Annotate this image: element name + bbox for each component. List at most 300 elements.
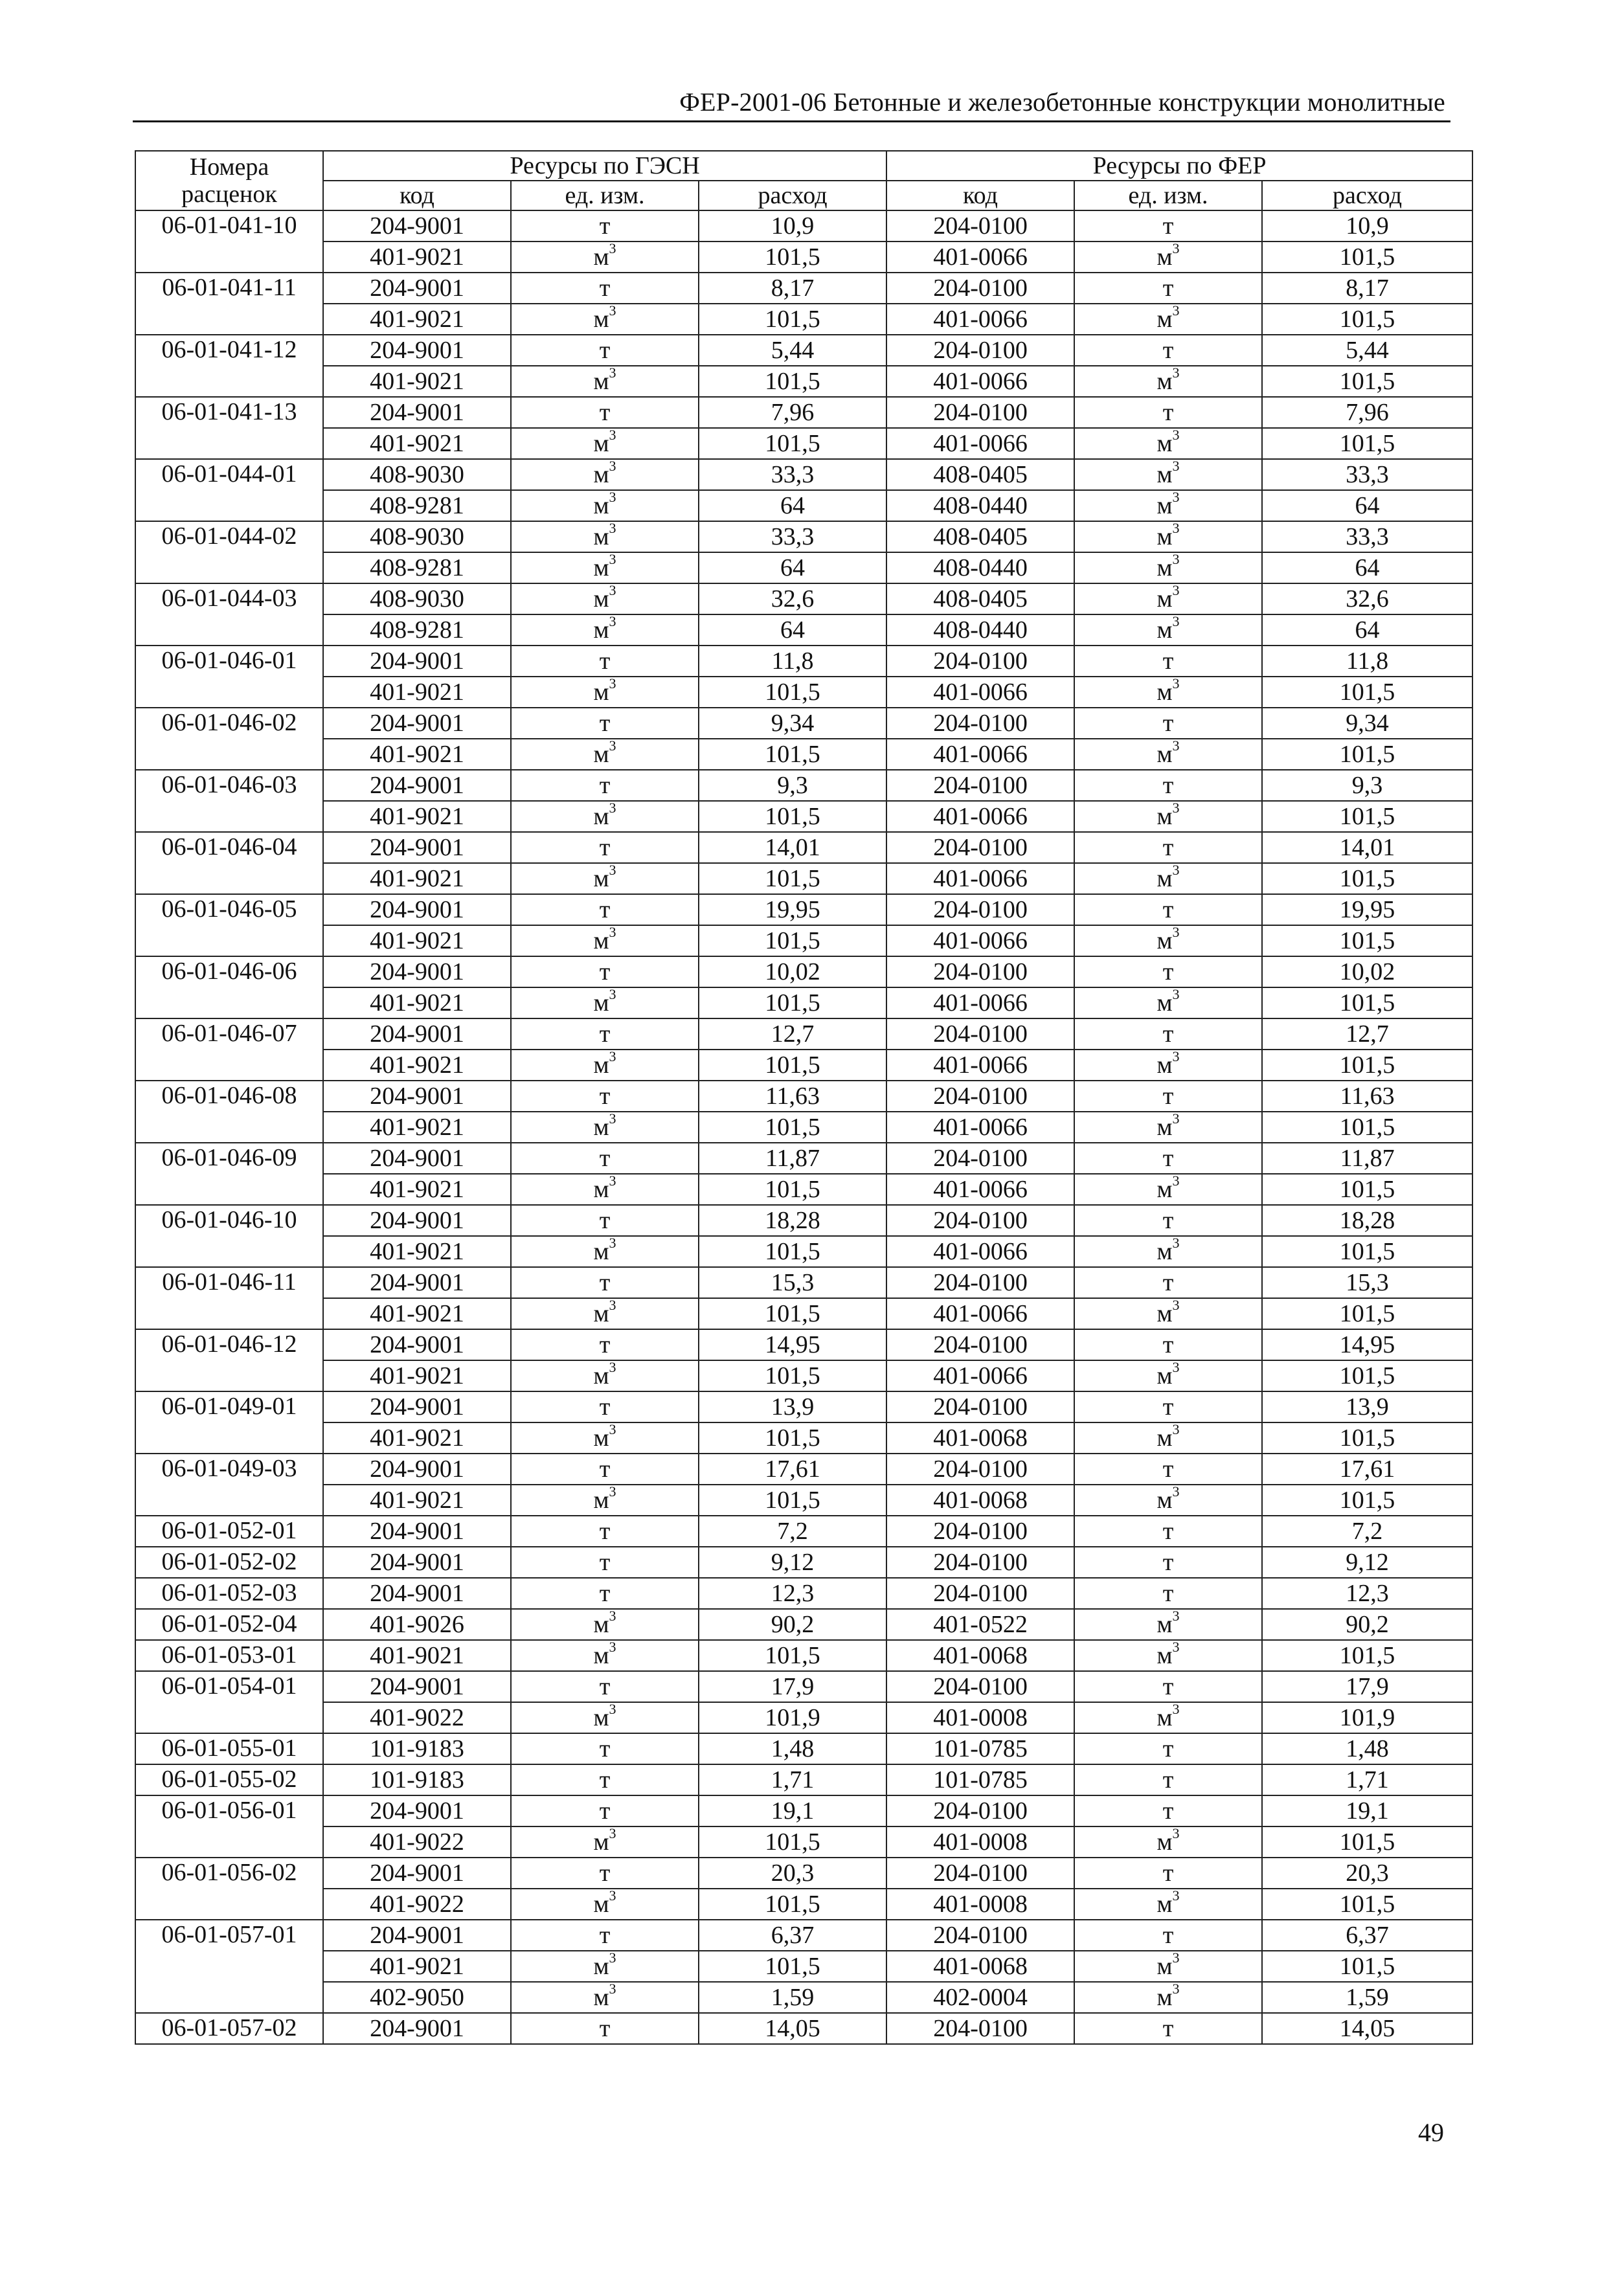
- table-row: [135, 583, 1472, 614]
- gesn-code-cell: 401-9021: [323, 428, 511, 459]
- rate-number-cell: 06-01-041-12: [135, 335, 323, 397]
- fer-code-cell: 401-0008: [886, 1826, 1074, 1858]
- gesn-unit-cell: $м^3$: [511, 677, 699, 708]
- table-row: [135, 242, 1472, 273]
- subheader-gesn-qty: расход: [699, 181, 886, 210]
- gesn-qty-cell: 101,5: [699, 1360, 886, 1391]
- gesn-qty-cell: 101,5: [699, 1236, 886, 1267]
- page-header: [133, 84, 1450, 122]
- table-row: [135, 1112, 1472, 1143]
- rate-number-cell: 06-01-041-11: [135, 273, 323, 335]
- gesn-qty-cell: 32,6: [699, 583, 886, 614]
- gesn-unit-cell: т: [511, 1267, 699, 1298]
- gesn-code-cell: 401-9021: [323, 1236, 511, 1267]
- gesn-code-cell: 204-9001: [323, 1329, 511, 1360]
- gesn-unit-cell: $м^3$: [511, 1112, 699, 1143]
- fer-code-cell: 401-0066: [886, 1360, 1074, 1391]
- fer-code-cell: 204-0100: [886, 210, 1074, 242]
- table-row: [135, 1795, 1472, 1826]
- gesn-code-cell: 408-9030: [323, 459, 511, 490]
- gesn-code-cell: 204-9001: [323, 335, 511, 366]
- rate-number-cell: 06-01-057-01: [135, 1920, 323, 2013]
- fer-qty-cell: 12,7: [1262, 1018, 1472, 1050]
- rate-number-cell: 06-01-046-11: [135, 1267, 323, 1329]
- gesn-unit-cell: т: [511, 1795, 699, 1826]
- gesn-unit-cell: $м^3$: [511, 242, 699, 273]
- fer-qty-cell: 10,02: [1262, 956, 1472, 987]
- fer-unit-cell: т: [1074, 956, 1262, 987]
- fer-unit-cell: $м^3$: [1074, 428, 1262, 459]
- fer-code-cell: 204-0100: [886, 956, 1074, 987]
- fer-qty-cell: 14,05: [1262, 2013, 1472, 2044]
- fer-code-cell: 408-0405: [886, 583, 1074, 614]
- gesn-code-cell: 204-9001: [323, 210, 511, 242]
- fer-qty-cell: 17,9: [1262, 1671, 1472, 1702]
- fer-qty-cell: 9,3: [1262, 770, 1472, 801]
- gesn-qty-cell: 33,3: [699, 521, 886, 552]
- fer-code-cell: 204-0100: [886, 1920, 1074, 1951]
- table-row: [135, 1485, 1472, 1516]
- fer-code-cell: 204-0100: [886, 1018, 1074, 1050]
- gesn-code-cell: 401-9021: [323, 925, 511, 956]
- fer-unit-cell: $м^3$: [1074, 1609, 1262, 1640]
- fer-qty-cell: 5,44: [1262, 335, 1472, 366]
- fer-code-cell: 408-0440: [886, 614, 1074, 646]
- gesn-code-cell: 204-9001: [323, 1081, 511, 1112]
- table-row: [135, 770, 1472, 801]
- fer-qty-cell: 20,3: [1262, 1858, 1472, 1889]
- fer-code-cell: 401-0068: [886, 1640, 1074, 1671]
- fer-code-cell: 204-0100: [886, 1454, 1074, 1485]
- gesn-code-cell: 401-9021: [323, 1951, 511, 1982]
- fer-unit-cell: т: [1074, 1733, 1262, 1764]
- gesn-code-cell: 204-9001: [323, 894, 511, 925]
- gesn-qty-cell: 17,9: [699, 1671, 886, 1702]
- gesn-qty-cell: 101,5: [699, 1422, 886, 1454]
- fer-unit-cell: т: [1074, 1516, 1262, 1547]
- table-row: [135, 801, 1472, 832]
- fer-qty-cell: 33,3: [1262, 459, 1472, 490]
- fer-qty-cell: 17,61: [1262, 1454, 1472, 1485]
- gesn-unit-cell: т: [511, 894, 699, 925]
- fer-unit-cell: т: [1074, 1547, 1262, 1578]
- fer-qty-cell: 101,5: [1262, 1889, 1472, 1920]
- fer-qty-cell: 1,48: [1262, 1733, 1472, 1764]
- gesn-qty-cell: 33,3: [699, 459, 886, 490]
- gesn-qty-cell: 11,87: [699, 1143, 886, 1174]
- table-row: [135, 956, 1472, 987]
- gesn-code-cell: 204-9001: [323, 708, 511, 739]
- gesn-unit-cell: $м^3$: [511, 366, 699, 397]
- fer-qty-cell: 6,37: [1262, 1920, 1472, 1951]
- gesn-code-cell: 204-9001: [323, 646, 511, 677]
- fer-code-cell: 401-0066: [886, 863, 1074, 894]
- fer-unit-cell: т: [1074, 1454, 1262, 1485]
- gesn-unit-cell: т: [511, 1578, 699, 1609]
- fer-qty-cell: 13,9: [1262, 1391, 1472, 1422]
- gesn-code-cell: 204-9001: [323, 1920, 511, 1951]
- fer-unit-cell: т: [1074, 770, 1262, 801]
- rate-number-cell: 06-01-052-04: [135, 1609, 323, 1640]
- fer-unit-cell: $м^3$: [1074, 304, 1262, 335]
- table-row: [135, 1143, 1472, 1174]
- gesn-code-cell: 204-9001: [323, 1143, 511, 1174]
- rate-number-cell: 06-01-046-10: [135, 1205, 323, 1267]
- table-row: [135, 677, 1472, 708]
- fer-code-cell: 204-0100: [886, 1267, 1074, 1298]
- table-row: [135, 1547, 1472, 1578]
- fer-qty-cell: 7,96: [1262, 397, 1472, 428]
- fer-unit-cell: т: [1074, 708, 1262, 739]
- fer-qty-cell: 101,5: [1262, 304, 1472, 335]
- fer-qty-cell: 32,6: [1262, 583, 1472, 614]
- table-row: [135, 428, 1472, 459]
- gesn-qty-cell: 101,5: [699, 987, 886, 1018]
- fer-unit-cell: $м^3$: [1074, 987, 1262, 1018]
- gesn-code-cell: 401-9021: [323, 304, 511, 335]
- rate-number-cell: 06-01-046-09: [135, 1143, 323, 1205]
- table-row: [135, 1982, 1472, 2013]
- fer-code-cell: 204-0100: [886, 1143, 1074, 1174]
- gesn-code-cell: 401-9021: [323, 677, 511, 708]
- table-row: [135, 1733, 1472, 1764]
- gesn-qty-cell: 101,5: [699, 242, 886, 273]
- fer-unit-cell: $м^3$: [1074, 739, 1262, 770]
- rate-number-cell: 06-01-056-01: [135, 1795, 323, 1858]
- fer-unit-cell: $м^3$: [1074, 677, 1262, 708]
- gesn-code-cell: 402-9050: [323, 1982, 511, 2013]
- gesn-qty-cell: 101,5: [699, 863, 886, 894]
- gesn-unit-cell: $м^3$: [511, 1889, 699, 1920]
- fer-unit-cell: т: [1074, 2013, 1262, 2044]
- gesn-qty-cell: 12,3: [699, 1578, 886, 1609]
- table-row: [135, 210, 1472, 242]
- fer-unit-cell: $м^3$: [1074, 1982, 1262, 2013]
- gesn-qty-cell: 6,37: [699, 1920, 886, 1951]
- fer-unit-cell: $м^3$: [1074, 1485, 1262, 1516]
- fer-code-cell: 204-0100: [886, 2013, 1074, 2044]
- fer-unit-cell: т: [1074, 832, 1262, 863]
- table-row: [135, 1764, 1472, 1795]
- fer-qty-cell: 11,8: [1262, 646, 1472, 677]
- fer-unit-cell: $м^3$: [1074, 1050, 1262, 1081]
- fer-code-cell: 204-0100: [886, 1858, 1074, 1889]
- table-row: [135, 1391, 1472, 1422]
- fer-qty-cell: 19,95: [1262, 894, 1472, 925]
- gesn-unit-cell: т: [511, 1391, 699, 1422]
- fer-code-cell: 401-0066: [886, 925, 1074, 956]
- fer-unit-cell: т: [1074, 1920, 1262, 1951]
- gesn-code-cell: 204-9001: [323, 1018, 511, 1050]
- fer-code-cell: 401-0008: [886, 1889, 1074, 1920]
- fer-qty-cell: 101,5: [1262, 1422, 1472, 1454]
- fer-code-cell: 204-0100: [886, 335, 1074, 366]
- gesn-unit-cell: т: [511, 1516, 699, 1547]
- fer-code-cell: 204-0100: [886, 1081, 1074, 1112]
- gesn-qty-cell: 90,2: [699, 1609, 886, 1640]
- table-body: [135, 210, 1472, 2044]
- fer-qty-cell: 7,2: [1262, 1516, 1472, 1547]
- fer-qty-cell: 101,5: [1262, 801, 1472, 832]
- fer-qty-cell: 15,3: [1262, 1267, 1472, 1298]
- gesn-code-cell: 401-9022: [323, 1889, 511, 1920]
- gesn-unit-cell: $м^3$: [511, 1702, 699, 1733]
- gesn-unit-cell: $м^3$: [511, 987, 699, 1018]
- gesn-code-cell: 401-9021: [323, 366, 511, 397]
- fer-unit-cell: т: [1074, 646, 1262, 677]
- fer-code-cell: 408-0440: [886, 552, 1074, 583]
- gesn-unit-cell: $м^3$: [511, 1485, 699, 1516]
- gesn-unit-cell: т: [511, 397, 699, 428]
- table-row: [135, 459, 1472, 490]
- fer-code-cell: 101-0785: [886, 1733, 1074, 1764]
- gesn-code-cell: 401-9021: [323, 739, 511, 770]
- gesn-unit-cell: т: [511, 708, 699, 739]
- subheader-gesn-unit: ед. изм.: [511, 181, 699, 210]
- fer-code-cell: 204-0100: [886, 894, 1074, 925]
- table-row: [135, 1236, 1472, 1267]
- gesn-code-cell: 401-9021: [323, 1298, 511, 1329]
- fer-code-cell: 401-0066: [886, 1236, 1074, 1267]
- rate-number-cell: 06-01-052-03: [135, 1578, 323, 1609]
- fer-qty-cell: 64: [1262, 490, 1472, 521]
- fer-qty-cell: 14,95: [1262, 1329, 1472, 1360]
- gesn-qty-cell: 7,2: [699, 1516, 886, 1547]
- rate-number-cell: 06-01-046-08: [135, 1081, 323, 1143]
- fer-unit-cell: $м^3$: [1074, 1640, 1262, 1671]
- fer-unit-cell: т: [1074, 1795, 1262, 1826]
- gesn-unit-cell: $м^3$: [511, 1360, 699, 1391]
- fer-code-cell: 408-0440: [886, 490, 1074, 521]
- fer-unit-cell: т: [1074, 1671, 1262, 1702]
- table-row: [135, 1951, 1472, 1982]
- table-row: [135, 1205, 1472, 1236]
- gesn-qty-cell: 15,3: [699, 1267, 886, 1298]
- gesn-qty-cell: 64: [699, 490, 886, 521]
- gesn-unit-cell: $м^3$: [511, 925, 699, 956]
- table-row: [135, 1578, 1472, 1609]
- fer-code-cell: 204-0100: [886, 273, 1074, 304]
- table-row: [135, 552, 1472, 583]
- gesn-code-cell: 204-9001: [323, 1795, 511, 1826]
- table-row: [135, 1889, 1472, 1920]
- table-row: [135, 1298, 1472, 1329]
- gesn-qty-cell: 8,17: [699, 273, 886, 304]
- gesn-unit-cell: т: [511, 1858, 699, 1889]
- gesn-unit-cell: $м^3$: [511, 739, 699, 770]
- gesn-code-cell: 408-9030: [323, 521, 511, 552]
- rate-number-cell: 06-01-044-03: [135, 583, 323, 646]
- col-header-rate-numbers-line2: расценок: [181, 181, 277, 208]
- fer-qty-cell: 101,5: [1262, 677, 1472, 708]
- gesn-code-cell: 204-9001: [323, 1391, 511, 1422]
- rate-number-cell: 06-01-049-01: [135, 1391, 323, 1454]
- fer-qty-cell: 18,28: [1262, 1205, 1472, 1236]
- fer-unit-cell: $м^3$: [1074, 614, 1262, 646]
- rate-number-cell: 06-01-055-01: [135, 1733, 323, 1764]
- gesn-unit-cell: т: [511, 956, 699, 987]
- gesn-code-cell: 204-9001: [323, 1267, 511, 1298]
- gesn-code-cell: 408-9281: [323, 552, 511, 583]
- fer-unit-cell: т: [1074, 1018, 1262, 1050]
- fer-unit-cell: т: [1074, 273, 1262, 304]
- fer-qty-cell: 11,63: [1262, 1081, 1472, 1112]
- fer-unit-cell: $м^3$: [1074, 863, 1262, 894]
- fer-qty-cell: 101,5: [1262, 1236, 1472, 1267]
- fer-code-cell: 204-0100: [886, 1205, 1074, 1236]
- fer-qty-cell: 101,9: [1262, 1702, 1472, 1733]
- fer-code-cell: 204-0100: [886, 832, 1074, 863]
- fer-qty-cell: 101,5: [1262, 1298, 1472, 1329]
- fer-unit-cell: т: [1074, 894, 1262, 925]
- fer-qty-cell: 1,71: [1262, 1764, 1472, 1795]
- gesn-unit-cell: $м^3$: [511, 801, 699, 832]
- gesn-qty-cell: 101,5: [699, 1889, 886, 1920]
- table-row: [135, 925, 1472, 956]
- fer-unit-cell: т: [1074, 210, 1262, 242]
- gesn-qty-cell: 101,9: [699, 1702, 886, 1733]
- gesn-qty-cell: 101,5: [699, 739, 886, 770]
- gesn-unit-cell: $м^3$: [511, 428, 699, 459]
- table-row: [135, 1050, 1472, 1081]
- rate-number-cell: 06-01-044-01: [135, 459, 323, 521]
- fer-code-cell: 204-0100: [886, 397, 1074, 428]
- fer-qty-cell: 101,5: [1262, 1050, 1472, 1081]
- gesn-code-cell: 204-9001: [323, 1547, 511, 1578]
- rate-number-cell: 06-01-046-06: [135, 956, 323, 1018]
- table-row: [135, 832, 1472, 863]
- fer-code-cell: 401-0522: [886, 1609, 1074, 1640]
- gesn-unit-cell: т: [511, 1671, 699, 1702]
- gesn-qty-cell: 14,05: [699, 2013, 886, 2044]
- fer-code-cell: 401-0066: [886, 1298, 1074, 1329]
- table-row: [135, 335, 1472, 366]
- gesn-unit-cell: т: [511, 1205, 699, 1236]
- gesn-unit-cell: т: [511, 1547, 699, 1578]
- gesn-unit-cell: т: [511, 770, 699, 801]
- rate-number-cell: 06-01-041-13: [135, 397, 323, 459]
- fer-code-cell: 101-0785: [886, 1764, 1074, 1795]
- fer-unit-cell: $м^3$: [1074, 925, 1262, 956]
- fer-code-cell: 401-0066: [886, 987, 1074, 1018]
- gesn-qty-cell: 19,1: [699, 1795, 886, 1826]
- gesn-unit-cell: $м^3$: [511, 583, 699, 614]
- gesn-unit-cell: $м^3$: [511, 1640, 699, 1671]
- rate-number-cell: 06-01-057-02: [135, 2013, 323, 2044]
- fer-qty-cell: 90,2: [1262, 1609, 1472, 1640]
- gesn-qty-cell: 1,59: [699, 1982, 886, 2013]
- rate-number-cell: 06-01-046-02: [135, 708, 323, 770]
- table-row: [135, 1018, 1472, 1050]
- gesn-unit-cell: $м^3$: [511, 459, 699, 490]
- table-row: [135, 1174, 1472, 1205]
- gesn-code-cell: 101-9183: [323, 1764, 511, 1795]
- gesn-unit-cell: т: [511, 1764, 699, 1795]
- gesn-qty-cell: 14,95: [699, 1329, 886, 1360]
- rate-number-cell: 06-01-044-02: [135, 521, 323, 583]
- table-row: [135, 366, 1472, 397]
- fer-qty-cell: 14,01: [1262, 832, 1472, 863]
- table-row: [135, 708, 1472, 739]
- fer-unit-cell: т: [1074, 335, 1262, 366]
- fer-qty-cell: 8,17: [1262, 273, 1472, 304]
- fer-qty-cell: 64: [1262, 614, 1472, 646]
- gesn-qty-cell: 9,12: [699, 1547, 886, 1578]
- gesn-qty-cell: 101,5: [699, 1951, 886, 1982]
- fer-unit-cell: $м^3$: [1074, 366, 1262, 397]
- table-row: [135, 1081, 1472, 1112]
- gesn-qty-cell: 101,5: [699, 801, 886, 832]
- gesn-qty-cell: 20,3: [699, 1858, 886, 1889]
- fer-code-cell: 401-0066: [886, 366, 1074, 397]
- table-row: [135, 490, 1472, 521]
- table-row: [135, 521, 1472, 552]
- gesn-qty-cell: 10,02: [699, 956, 886, 987]
- gesn-unit-cell: т: [511, 2013, 699, 2044]
- fer-unit-cell: т: [1074, 1143, 1262, 1174]
- fer-code-cell: 401-0066: [886, 739, 1074, 770]
- rate-number-cell: 06-01-054-01: [135, 1671, 323, 1733]
- gesn-unit-cell: т: [511, 1081, 699, 1112]
- fer-code-cell: 401-0066: [886, 1050, 1074, 1081]
- fer-unit-cell: $м^3$: [1074, 490, 1262, 521]
- gesn-qty-cell: 17,61: [699, 1454, 886, 1485]
- gesn-code-cell: 204-9001: [323, 1516, 511, 1547]
- rate-number-cell: 06-01-046-05: [135, 894, 323, 956]
- group-header-gesn: Ресурсы по ГЭСН: [323, 151, 886, 181]
- rate-number-cell: 06-01-046-01: [135, 646, 323, 708]
- gesn-unit-cell: $м^3$: [511, 1050, 699, 1081]
- fer-code-cell: 408-0405: [886, 459, 1074, 490]
- table-row: [135, 397, 1472, 428]
- table-row: [135, 1516, 1472, 1547]
- page-number: 49: [1418, 2118, 1444, 2147]
- gesn-qty-cell: 7,96: [699, 397, 886, 428]
- gesn-code-cell: 204-9001: [323, 1858, 511, 1889]
- gesn-code-cell: 401-9021: [323, 1112, 511, 1143]
- fer-qty-cell: 101,5: [1262, 925, 1472, 956]
- fer-unit-cell: $м^3$: [1074, 521, 1262, 552]
- table-row: [135, 273, 1472, 304]
- gesn-code-cell: 401-9021: [323, 801, 511, 832]
- fer-code-cell: 204-0100: [886, 770, 1074, 801]
- fer-qty-cell: 101,5: [1262, 1485, 1472, 1516]
- gesn-qty-cell: 12,7: [699, 1018, 886, 1050]
- fer-unit-cell: т: [1074, 1764, 1262, 1795]
- gesn-qty-cell: 101,5: [699, 1174, 886, 1205]
- gesn-qty-cell: 64: [699, 552, 886, 583]
- gesn-code-cell: 204-9001: [323, 397, 511, 428]
- fer-code-cell: 204-0100: [886, 1547, 1074, 1578]
- fer-code-cell: 401-0066: [886, 677, 1074, 708]
- gesn-code-cell: 204-9001: [323, 1205, 511, 1236]
- gesn-unit-cell: т: [511, 1329, 699, 1360]
- fer-code-cell: 401-0066: [886, 1174, 1074, 1205]
- rate-number-cell: 06-01-046-04: [135, 832, 323, 894]
- fer-unit-cell: $м^3$: [1074, 459, 1262, 490]
- col-header-rate-numbers-line1: Номера: [189, 153, 269, 181]
- table-header: [135, 151, 1472, 210]
- fer-unit-cell: т: [1074, 1578, 1262, 1609]
- gesn-unit-cell: т: [511, 646, 699, 677]
- gesn-code-cell: 401-9022: [323, 1826, 511, 1858]
- fer-code-cell: 204-0100: [886, 1516, 1074, 1547]
- fer-qty-cell: 10,9: [1262, 210, 1472, 242]
- fer-code-cell: 408-0405: [886, 521, 1074, 552]
- subheader-gesn-code: код: [323, 181, 511, 210]
- fer-unit-cell: $м^3$: [1074, 1951, 1262, 1982]
- fer-code-cell: 401-0068: [886, 1951, 1074, 1982]
